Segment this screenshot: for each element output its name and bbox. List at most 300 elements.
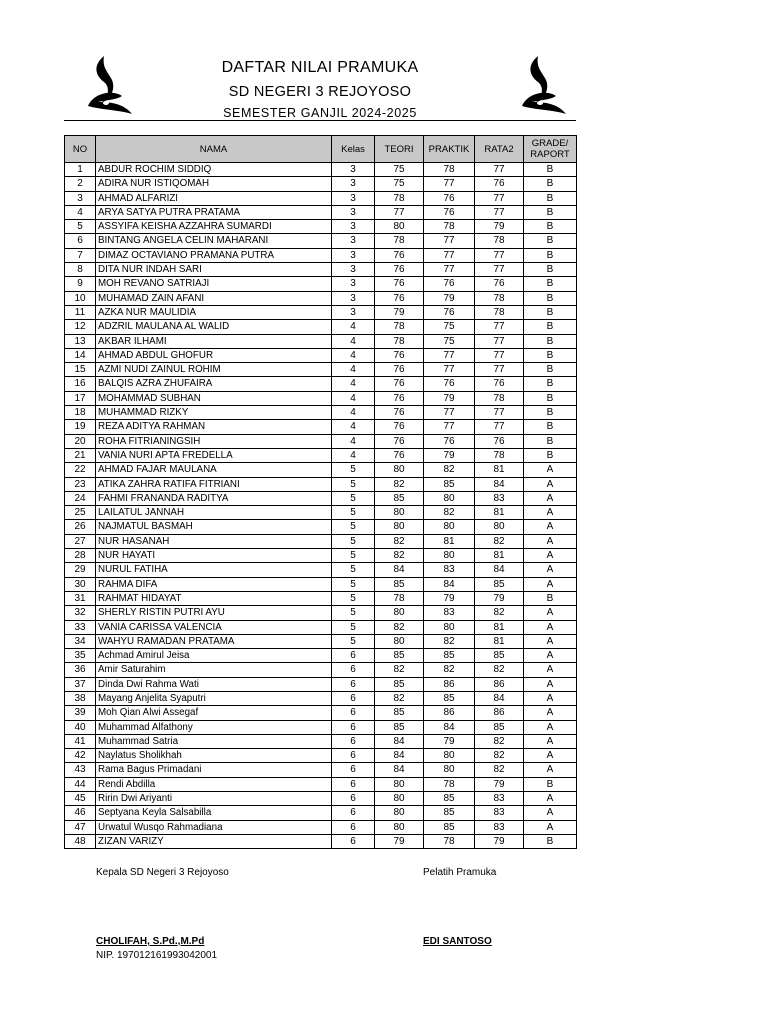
table-row <box>65 463 577 477</box>
cell-average: 77 <box>475 406 524 420</box>
cell-theory: 76 <box>375 391 424 405</box>
cell-class: 4 <box>332 448 375 462</box>
cell-practice: 85 <box>424 820 475 834</box>
table-row <box>65 777 577 791</box>
table-row <box>65 763 577 777</box>
cell-class: 3 <box>332 248 375 262</box>
cell-class: 4 <box>332 420 375 434</box>
cell-no: 22 <box>65 463 96 477</box>
cell-theory: 76 <box>375 277 424 291</box>
cell-class: 5 <box>332 477 375 491</box>
table-row <box>65 806 577 820</box>
cell-no: 37 <box>65 677 96 691</box>
cell-average: 82 <box>475 749 524 763</box>
cell-name: Urwatul Wusqo Rahmadiana <box>96 820 332 834</box>
cell-no: 31 <box>65 591 96 605</box>
cell-class: 4 <box>332 348 375 362</box>
cell-grade: A <box>524 677 577 691</box>
cell-no: 33 <box>65 620 96 634</box>
cell-practice: 80 <box>424 749 475 763</box>
cell-name: ZIZAN VARIZY <box>96 834 332 848</box>
cell-average: 78 <box>475 448 524 462</box>
cell-practice: 85 <box>424 477 475 491</box>
table-row <box>65 663 577 677</box>
cell-class: 3 <box>332 205 375 219</box>
cell-no: 1 <box>65 163 96 177</box>
cell-class: 3 <box>332 291 375 305</box>
cell-theory: 85 <box>375 649 424 663</box>
cell-theory: 85 <box>375 677 424 691</box>
cell-grade: A <box>524 734 577 748</box>
cell-theory: 80 <box>375 806 424 820</box>
cell-theory: 75 <box>375 177 424 191</box>
cell-class: 6 <box>332 649 375 663</box>
cell-class: 6 <box>332 734 375 748</box>
cell-average: 83 <box>475 820 524 834</box>
cell-grade: B <box>524 248 577 262</box>
cell-average: 77 <box>475 420 524 434</box>
cell-no: 29 <box>65 563 96 577</box>
cell-theory: 80 <box>375 820 424 834</box>
header-col-average: RATA2 <box>475 136 524 163</box>
cell-theory: 84 <box>375 763 424 777</box>
table-row <box>65 649 577 663</box>
cell-grade: B <box>524 277 577 291</box>
cell-name: DITA NUR INDAH SARI <box>96 263 332 277</box>
cell-grade: B <box>524 291 577 305</box>
cell-practice: 83 <box>424 563 475 577</box>
cell-average: 81 <box>475 506 524 520</box>
cell-name: LAILATUL JANNAH <box>96 506 332 520</box>
cell-no: 28 <box>65 549 96 563</box>
cell-theory: 80 <box>375 634 424 648</box>
cell-average: 81 <box>475 549 524 563</box>
cell-class: 4 <box>332 434 375 448</box>
cell-average: 77 <box>475 348 524 362</box>
cell-average: 77 <box>475 320 524 334</box>
cell-class: 4 <box>332 377 375 391</box>
cell-class: 6 <box>332 749 375 763</box>
cell-average: 77 <box>475 363 524 377</box>
table-row <box>65 348 577 362</box>
cell-grade: A <box>524 520 577 534</box>
cell-theory: 76 <box>375 248 424 262</box>
cell-practice: 84 <box>424 577 475 591</box>
cell-grade: A <box>524 663 577 677</box>
cell-theory: 82 <box>375 477 424 491</box>
cell-practice: 80 <box>424 549 475 563</box>
cell-theory: 76 <box>375 406 424 420</box>
cell-theory: 80 <box>375 792 424 806</box>
table-row <box>65 291 577 305</box>
cell-class: 6 <box>332 792 375 806</box>
cell-practice: 76 <box>424 305 475 319</box>
table-row <box>65 205 577 219</box>
cell-average: 77 <box>475 263 524 277</box>
cell-name: MOH REVANO SATRIAJI <box>96 277 332 291</box>
cell-practice: 76 <box>424 277 475 291</box>
cell-no: 26 <box>65 520 96 534</box>
cell-average: 86 <box>475 706 524 720</box>
cell-name: Rendi Abdilla <box>96 777 332 791</box>
header-col-theory: TEORI <box>375 136 424 163</box>
cell-grade: A <box>524 577 577 591</box>
table-row <box>65 691 577 705</box>
table-body <box>65 163 577 849</box>
cell-practice: 82 <box>424 506 475 520</box>
cell-class: 4 <box>332 320 375 334</box>
table-row <box>65 491 577 505</box>
cell-practice: 77 <box>424 234 475 248</box>
cell-grade: B <box>524 334 577 348</box>
cell-theory: 76 <box>375 434 424 448</box>
cell-class: 3 <box>332 191 375 205</box>
cell-class: 5 <box>332 549 375 563</box>
table-row <box>65 305 577 319</box>
cell-grade: A <box>524 563 577 577</box>
cell-class: 5 <box>332 520 375 534</box>
table-row <box>65 520 577 534</box>
cell-no: 11 <box>65 305 96 319</box>
cell-average: 82 <box>475 606 524 620</box>
cell-practice: 77 <box>424 177 475 191</box>
cell-theory: 76 <box>375 291 424 305</box>
cell-average: 77 <box>475 248 524 262</box>
cell-name: AHMAD FAJAR MAULANA <box>96 463 332 477</box>
cell-practice: 77 <box>424 363 475 377</box>
cell-name: Moh Qian Alwi Assegaf <box>96 706 332 720</box>
grades-table <box>64 135 577 849</box>
cell-grade: B <box>524 234 577 248</box>
cell-practice: 76 <box>424 434 475 448</box>
cell-class: 5 <box>332 606 375 620</box>
cell-average: 83 <box>475 806 524 820</box>
cell-grade: B <box>524 320 577 334</box>
cell-class: 4 <box>332 363 375 377</box>
cell-practice: 77 <box>424 420 475 434</box>
cell-practice: 82 <box>424 663 475 677</box>
cell-grade: A <box>524 806 577 820</box>
cell-no: 6 <box>65 234 96 248</box>
cell-name: RAHMAT HIDAYAT <box>96 591 332 605</box>
semester-label: SEMESTER GANJIL 2024-2025 <box>223 106 417 120</box>
cell-name: AKBAR ILHAMI <box>96 334 332 348</box>
cell-theory: 80 <box>375 777 424 791</box>
cell-name: RAHMA DIFA <box>96 577 332 591</box>
cell-name: Naylatus Sholikhah <box>96 749 332 763</box>
cell-no: 48 <box>65 834 96 848</box>
cell-class: 5 <box>332 534 375 548</box>
cell-no: 30 <box>65 577 96 591</box>
cell-class: 6 <box>332 820 375 834</box>
cell-no: 27 <box>65 534 96 548</box>
cell-practice: 76 <box>424 205 475 219</box>
cell-theory: 82 <box>375 620 424 634</box>
cell-name: Dinda Dwi Rahma Wati <box>96 677 332 691</box>
cell-no: 15 <box>65 363 96 377</box>
cell-average: 81 <box>475 463 524 477</box>
cell-name: Mayang Anjelita Syaputri <box>96 691 332 705</box>
cell-theory: 78 <box>375 234 424 248</box>
cell-name: BALQIS AZRA ZHUFAIRA <box>96 377 332 391</box>
cell-theory: 85 <box>375 491 424 505</box>
cell-grade: B <box>524 834 577 848</box>
cell-no: 24 <box>65 491 96 505</box>
cell-practice: 80 <box>424 620 475 634</box>
cell-no: 3 <box>65 191 96 205</box>
cell-practice: 77 <box>424 406 475 420</box>
cell-name: ASSYIFA KEISHA AZZAHRA SUMARDI <box>96 220 332 234</box>
cell-average: 77 <box>475 191 524 205</box>
coach-name: EDI SANTOSO <box>423 936 492 947</box>
cell-average: 76 <box>475 377 524 391</box>
cell-average: 77 <box>475 334 524 348</box>
cell-practice: 75 <box>424 334 475 348</box>
cell-class: 6 <box>332 834 375 848</box>
table-row <box>65 334 577 348</box>
cell-name: NUR HASANAH <box>96 534 332 548</box>
table-row <box>65 420 577 434</box>
cell-no: 40 <box>65 720 96 734</box>
cell-no: 41 <box>65 734 96 748</box>
cell-average: 78 <box>475 291 524 305</box>
table-row <box>65 606 577 620</box>
cell-name: MUHAMAD ZAIN AFANI <box>96 291 332 305</box>
table-row <box>65 563 577 577</box>
cell-class: 6 <box>332 691 375 705</box>
table-row <box>65 220 577 234</box>
table-row <box>65 506 577 520</box>
cell-average: 76 <box>475 277 524 291</box>
cell-grade: A <box>524 763 577 777</box>
cell-class: 5 <box>332 506 375 520</box>
cell-name: VANIA CARISSA VALENCIA <box>96 620 332 634</box>
cell-grade: A <box>524 620 577 634</box>
cell-no: 5 <box>65 220 96 234</box>
cell-grade: B <box>524 163 577 177</box>
cell-class: 4 <box>332 391 375 405</box>
cell-no: 23 <box>65 477 96 491</box>
cell-class: 6 <box>332 777 375 791</box>
cell-grade: B <box>524 391 577 405</box>
cell-average: 84 <box>475 563 524 577</box>
cell-grade: B <box>524 305 577 319</box>
cell-average: 79 <box>475 591 524 605</box>
cell-theory: 80 <box>375 220 424 234</box>
cell-no: 8 <box>65 263 96 277</box>
cell-practice: 77 <box>424 263 475 277</box>
cell-theory: 80 <box>375 463 424 477</box>
cell-name: WAHYU RAMADAN PRATAMA <box>96 634 332 648</box>
cell-average: 84 <box>475 477 524 491</box>
cell-grade: B <box>524 191 577 205</box>
header-divider <box>64 120 576 121</box>
cell-practice: 77 <box>424 348 475 362</box>
cell-average: 79 <box>475 777 524 791</box>
cell-class: 6 <box>332 677 375 691</box>
cell-no: 4 <box>65 205 96 219</box>
table-row <box>65 720 577 734</box>
cell-practice: 86 <box>424 677 475 691</box>
table-row <box>65 363 577 377</box>
cell-class: 5 <box>332 577 375 591</box>
cell-theory: 78 <box>375 191 424 205</box>
cell-average: 81 <box>475 620 524 634</box>
cell-name: SHERLY RISTIN PUTRI AYU <box>96 606 332 620</box>
cell-no: 44 <box>65 777 96 791</box>
table-row <box>65 234 577 248</box>
cell-no: 16 <box>65 377 96 391</box>
cell-no: 38 <box>65 691 96 705</box>
cell-practice: 79 <box>424 448 475 462</box>
cell-no: 39 <box>65 706 96 720</box>
cell-name: ABDUR ROCHIM SIDDIQ <box>96 163 332 177</box>
cell-name: Achmad Amirul Jeisa <box>96 649 332 663</box>
cell-class: 3 <box>332 305 375 319</box>
cell-theory: 80 <box>375 520 424 534</box>
cell-average: 78 <box>475 305 524 319</box>
cell-grade: A <box>524 691 577 705</box>
cell-name: ROHA FITRIANINGSIH <box>96 434 332 448</box>
table-row <box>65 534 577 548</box>
header-col-no: NO <box>65 136 96 163</box>
cell-practice: 85 <box>424 691 475 705</box>
table-row <box>65 320 577 334</box>
cell-average: 86 <box>475 677 524 691</box>
cell-theory: 80 <box>375 606 424 620</box>
cell-practice: 78 <box>424 163 475 177</box>
cell-no: 20 <box>65 434 96 448</box>
table-header-row <box>65 136 577 163</box>
cell-name: NAJMATUL BASMAH <box>96 520 332 534</box>
table-row <box>65 634 577 648</box>
cell-theory: 84 <box>375 749 424 763</box>
cell-class: 6 <box>332 763 375 777</box>
table-row <box>65 434 577 448</box>
table-row <box>65 792 577 806</box>
cell-grade: B <box>524 205 577 219</box>
cell-grade: B <box>524 220 577 234</box>
table-row <box>65 591 577 605</box>
cell-practice: 79 <box>424 591 475 605</box>
header-col-class: Kelas <box>332 136 375 163</box>
cell-no: 45 <box>65 792 96 806</box>
cell-grade: B <box>524 377 577 391</box>
header-col-grade: GRADE/ RAPORT <box>524 136 577 163</box>
cell-average: 78 <box>475 234 524 248</box>
cell-grade: A <box>524 463 577 477</box>
cell-grade: A <box>524 820 577 834</box>
cell-theory: 78 <box>375 334 424 348</box>
table-row <box>65 391 577 405</box>
cell-no: 34 <box>65 634 96 648</box>
cell-practice: 78 <box>424 834 475 848</box>
table-row <box>65 749 577 763</box>
cell-grade: B <box>524 777 577 791</box>
cell-average: 79 <box>475 834 524 848</box>
table-row <box>65 277 577 291</box>
cell-practice: 81 <box>424 534 475 548</box>
cell-practice: 80 <box>424 520 475 534</box>
cell-class: 6 <box>332 806 375 820</box>
cell-grade: B <box>524 448 577 462</box>
cell-no: 43 <box>65 763 96 777</box>
cell-practice: 86 <box>424 706 475 720</box>
cell-practice: 79 <box>424 391 475 405</box>
table-row <box>65 477 577 491</box>
cell-grade: A <box>524 491 577 505</box>
cell-grade: B <box>524 177 577 191</box>
table-row <box>65 448 577 462</box>
cell-practice: 77 <box>424 248 475 262</box>
cell-name: Ririn Dwi Ariyanti <box>96 792 332 806</box>
cell-practice: 84 <box>424 720 475 734</box>
cell-grade: B <box>524 406 577 420</box>
cell-class: 4 <box>332 406 375 420</box>
cell-grade: B <box>524 420 577 434</box>
cell-no: 47 <box>65 820 96 834</box>
cell-name: AZKA NUR MAULIDIA <box>96 305 332 319</box>
cell-theory: 76 <box>375 377 424 391</box>
cell-theory: 84 <box>375 734 424 748</box>
table-row <box>65 406 577 420</box>
cell-theory: 76 <box>375 448 424 462</box>
cell-theory: 79 <box>375 305 424 319</box>
cell-name: BINTANG ANGELA CELIN MAHARANI <box>96 234 332 248</box>
cell-average: 84 <box>475 691 524 705</box>
cell-theory: 82 <box>375 663 424 677</box>
cell-practice: 85 <box>424 806 475 820</box>
table-row <box>65 377 577 391</box>
cell-class: 6 <box>332 663 375 677</box>
table-row <box>65 620 577 634</box>
cell-name: FAHMI FRANANDA RADITYA <box>96 491 332 505</box>
principal-title: Kepala SD Negeri 3 Rejoyoso <box>96 867 229 878</box>
cell-name: Muhammad Satria <box>96 734 332 748</box>
cell-practice: 78 <box>424 777 475 791</box>
cell-theory: 80 <box>375 506 424 520</box>
cell-grade: B <box>524 263 577 277</box>
cell-theory: 75 <box>375 163 424 177</box>
cell-average: 83 <box>475 491 524 505</box>
cell-name: DIMAZ OCTAVIANO PRAMANA PUTRA <box>96 248 332 262</box>
cell-practice: 82 <box>424 634 475 648</box>
cell-average: 82 <box>475 734 524 748</box>
cell-grade: A <box>524 649 577 663</box>
cell-no: 7 <box>65 248 96 262</box>
cell-theory: 77 <box>375 205 424 219</box>
cell-no: 9 <box>65 277 96 291</box>
cell-average: 85 <box>475 720 524 734</box>
cell-grade: A <box>524 606 577 620</box>
cell-class: 3 <box>332 234 375 248</box>
cell-name: Septyana Keyla Salsabilla <box>96 806 332 820</box>
cell-class: 4 <box>332 334 375 348</box>
cell-average: 76 <box>475 434 524 448</box>
table-row <box>65 263 577 277</box>
cell-average: 83 <box>475 792 524 806</box>
cell-grade: A <box>524 749 577 763</box>
cell-practice: 80 <box>424 491 475 505</box>
cell-name: NURUL FATIHA <box>96 563 332 577</box>
cell-average: 77 <box>475 163 524 177</box>
cell-no: 17 <box>65 391 96 405</box>
cell-average: 76 <box>475 177 524 191</box>
cell-theory: 76 <box>375 263 424 277</box>
cell-no: 35 <box>65 649 96 663</box>
table-row <box>65 577 577 591</box>
cell-name: AHMAD ALFARIZI <box>96 191 332 205</box>
